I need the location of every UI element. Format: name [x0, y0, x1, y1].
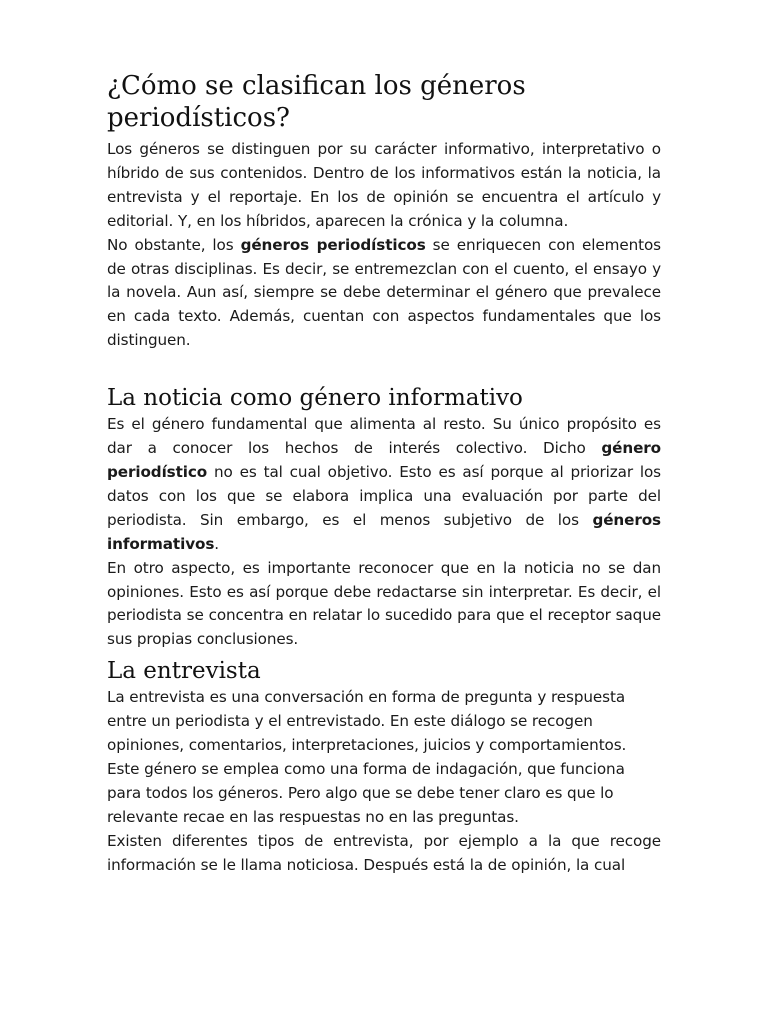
paragraph: Existen diferentes tipos de entrevista, por ejemplo a la que recoge información se le llama noticiosa. Después está la de opinión, la cual [107, 831, 661, 874]
section-entrevista [107, 656, 661, 877]
paragraph [107, 234, 661, 354]
text-span: no es tal cual objetivo. Esto es así porque al priorizar los datos con los que se elabora implica una evaluación por parte del periodista. Sin embargo, es el menos subjetivo de los [107, 462, 661, 529]
bold-term: género periodístico [107, 439, 661, 481]
document-page [107, 70, 661, 877]
bold-term: géneros periodísticos [240, 235, 426, 254]
paragraph: La entrevista es una conversación en forma de pregunta y respuesta entre un periodista y el entrevistado. En este diálogo se recogen opiniones, comentarios, interpretaciones, juicios y comportamientos. [107, 688, 627, 755]
section-generos-clasificacion [107, 70, 661, 353]
bold-term: géneros informativos [107, 510, 661, 553]
section-noticia [107, 383, 661, 652]
text-span: se enriquecen con elementos de otras disciplinas. Es decir, se entremezclan con el cuento, el ensayo y la novela. Aun así, siempre se debe determinar el género que prevalece en cada texto. Además, cuentan con aspectos fundamentales que los distinguen. [107, 235, 661, 350]
section-title: ¿Cómo se clasifican los géneros periodísticos? [107, 71, 526, 133]
section-title: La noticia como género informativo [107, 385, 523, 412]
paragraph: En otro aspecto, es importante reconocer que en la noticia no se dan opiniones. Esto es así porque debe redactarse sin interpretar. Es decir, el periodista se concentra en relatar lo sucedido para que el receptor saque sus propias conclusiones. [107, 558, 661, 649]
paragraph: Los géneros se distinguen por su carácter informativo, interpretativo o híbrido de sus contenidos. Dentro de los informativos están la noticia, la entrevista y el reportaje. En los de opinión se encuentra el artículo y editorial. Y, en los híbridos, aparecen la crónica y la columna. [107, 140, 661, 230]
text-span: . [214, 534, 219, 553]
text-span: No obstante, los [107, 235, 241, 254]
section-title: La entrevista [107, 658, 261, 685]
paragraph [107, 413, 661, 556]
paragraph: Este género se emplea como una forma de indagación, que funciona para todos los géneros. Pero algo que se debe tener claro es que lo relevante recae en las respuestas no en las preguntas. [107, 759, 625, 826]
text-span: Es el género fundamental que alimenta al resto. Su único propósito es dar a conocer los hechos de interés colectivo. Dicho [107, 415, 661, 458]
